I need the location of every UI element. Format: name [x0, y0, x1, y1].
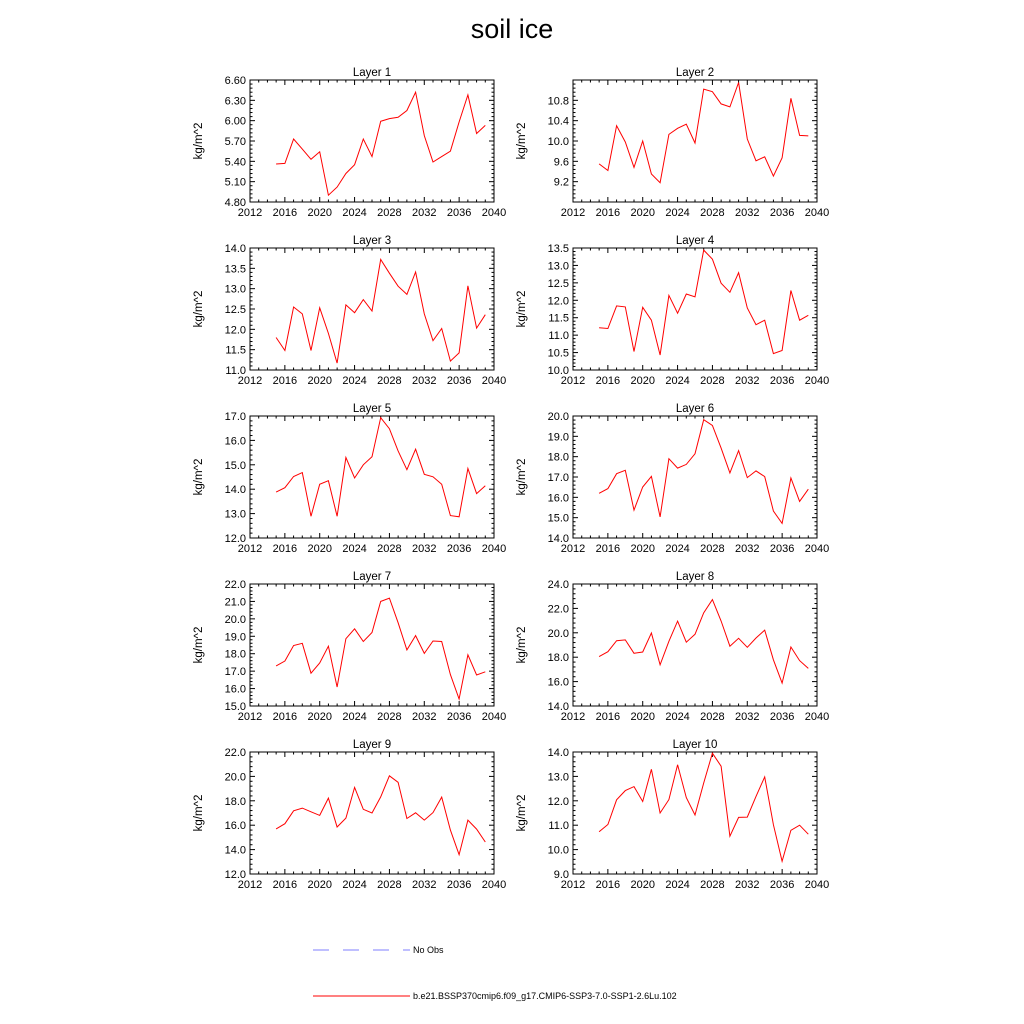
layer4-y-tick-label: 12.5 — [547, 277, 569, 290]
layer5-y-tick-label: 17.0 — [224, 411, 246, 423]
layer5-y-tick-label: 15.0 — [224, 459, 246, 472]
layer2-x-tick-label: 2036 — [769, 207, 795, 219]
layer9-x-tick-label: 2036 — [446, 879, 472, 891]
layer10-y-tick-label: 10.0 — [547, 844, 569, 857]
layer10-x-tick-label: 2032 — [735, 879, 760, 891]
layer7-y-axis-label: kg/m^2 — [193, 626, 205, 664]
layer7-plot-frame — [250, 584, 494, 706]
layer7-x-tick-label: 2024 — [342, 711, 367, 723]
layer2-x-tick-label: 2012 — [560, 207, 586, 219]
layer9-series-line — [276, 776, 485, 855]
layer7-y-tick-label: 21.0 — [224, 596, 246, 609]
layer3-x-tick-label: 2012 — [237, 375, 263, 387]
layer7-x-tick-label: 2016 — [272, 711, 298, 723]
layer10-x-tick-label: 2012 — [560, 879, 586, 891]
layer8-panel-title: Layer 8 — [675, 571, 715, 583]
layer8-y-tick-label: 18.0 — [547, 652, 569, 665]
layer1-y-tick-label: 5.70 — [224, 136, 246, 148]
layer3-y-tick-label: 11.5 — [225, 344, 246, 357]
layer2-x-tick-label: 2032 — [735, 207, 760, 219]
layer8-x-tick-label: 2036 — [769, 711, 795, 723]
layer6-y-tick-label: 20.0 — [547, 411, 569, 423]
layer5-y-tick-label: 12.0 — [224, 533, 246, 545]
layer5-y-axis-label: kg/m^2 — [193, 458, 205, 496]
layer3-panel-title: Layer 3 — [352, 235, 392, 247]
layer2-x-tick-label: 2024 — [665, 207, 690, 219]
layer2-x-tick-label: 2020 — [630, 207, 655, 219]
layer8-y-tick-label: 14.0 — [547, 701, 569, 713]
layer3-y-tick-label: 13.5 — [224, 263, 246, 276]
layer1-y-tick-label: 4.80 — [224, 197, 246, 209]
layer10-y-tick-label: 11.0 — [548, 820, 569, 833]
layer2-y-tick-label: 9.6 — [553, 156, 569, 169]
layer9-panel-title: Layer 9 — [352, 739, 392, 751]
layer6-x-tick-label: 2032 — [735, 543, 760, 555]
layer6-plot-frame — [573, 416, 817, 538]
layer3-x-tick-label: 2028 — [377, 375, 402, 387]
layer5-x-tick-label: 2024 — [342, 543, 367, 555]
layer7-y-tick-label: 19.0 — [224, 631, 246, 644]
layer6-x-tick-label: 2016 — [595, 543, 621, 555]
layer4-y-tick-label: 13.0 — [547, 260, 569, 273]
layer2-y-tick-label: 10.4 — [547, 115, 569, 128]
layer8-y-tick-label: 22.0 — [547, 603, 569, 616]
layer10-y-tick-label: 13.0 — [547, 771, 569, 784]
layer8-y-tick-label: 20.0 — [547, 627, 569, 640]
layer3-x-tick-label: 2016 — [272, 375, 298, 387]
layer6-y-tick-label: 18.0 — [547, 451, 569, 464]
chart-title: soil ice — [470, 14, 554, 44]
layer4-x-tick-label: 2032 — [735, 375, 760, 387]
layer6-y-tick-label: 16.0 — [547, 492, 569, 505]
layer8-x-tick-label: 2032 — [735, 711, 760, 723]
layer7-y-tick-label: 17.0 — [224, 666, 246, 679]
layer5-series-line — [276, 418, 485, 517]
layer9-y-tick-label: 14.0 — [224, 844, 246, 857]
layer5-x-tick-label: 2032 — [412, 543, 437, 555]
layer10-x-tick-label: 2028 — [700, 879, 725, 891]
layer9-x-tick-label: 2028 — [377, 879, 402, 891]
layer9-y-tick-label: 22.0 — [224, 747, 246, 759]
layer4-y-axis-label: kg/m^2 — [516, 290, 528, 328]
layer6-x-tick-label: 2028 — [700, 543, 725, 555]
layer6-y-tick-label: 17.0 — [547, 472, 569, 484]
layer9-x-tick-label: 2012 — [237, 879, 263, 891]
layer10-x-tick-label: 2020 — [630, 879, 655, 891]
layer5-panel-title: Layer 5 — [352, 403, 392, 415]
layer1-y-tick-label: 6.60 — [224, 75, 246, 87]
layer4-y-tick-label: 11.5 — [548, 312, 569, 325]
layer5-y-tick-label: 14.0 — [224, 484, 246, 497]
layer3-series-line — [276, 259, 485, 363]
layer3-y-tick-label: 12.0 — [224, 324, 246, 337]
layer1-y-tick-label: 6.30 — [224, 95, 246, 108]
layer2-y-tick-label: 10.0 — [547, 136, 569, 148]
layer1-x-tick-label: 2016 — [272, 207, 298, 219]
layer4-x-tick-label: 2012 — [560, 375, 586, 387]
layer8-x-tick-label: 2012 — [560, 711, 586, 723]
layer2-x-tick-label: 2040 — [804, 207, 830, 219]
layer7-x-tick-label: 2012 — [237, 711, 263, 723]
layer1-x-tick-label: 2020 — [307, 207, 332, 219]
layer4-x-tick-label: 2020 — [630, 375, 655, 387]
layer4-x-tick-label: 2040 — [804, 375, 830, 387]
layer7-y-tick-label: 22.0 — [224, 579, 246, 591]
layer3-y-tick-label: 14.0 — [224, 243, 246, 255]
layer6-y-tick-label: 15.0 — [547, 512, 569, 525]
layer9-y-tick-label: 20.0 — [224, 771, 246, 784]
layer4-plot-frame — [573, 248, 817, 370]
layer7-x-tick-label: 2040 — [481, 711, 507, 723]
layer3-y-tick-label: 11.0 — [225, 365, 246, 377]
layer4-y-tick-label: 10.0 — [547, 365, 569, 377]
layer2-series-line — [599, 83, 808, 183]
layer10-y-tick-label: 14.0 — [547, 747, 569, 759]
layer3-x-tick-label: 2036 — [446, 375, 472, 387]
layer5-x-tick-label: 2028 — [377, 543, 402, 555]
layer7-x-tick-label: 2036 — [446, 711, 472, 723]
layer1-plot-frame — [250, 80, 494, 202]
layer5-x-tick-label: 2016 — [272, 543, 298, 555]
layer3-y-axis-label: kg/m^2 — [193, 290, 205, 328]
layer1-x-tick-label: 2024 — [342, 207, 367, 219]
layer10-y-tick-label: 9.0 — [553, 869, 569, 881]
layer1-x-tick-label: 2028 — [377, 207, 402, 219]
layer4-y-tick-label: 10.5 — [547, 347, 569, 360]
layer7-y-tick-label: 16.0 — [224, 683, 246, 696]
layer1-y-tick-label: 5.40 — [224, 156, 246, 169]
layer8-series-line — [599, 600, 808, 684]
layer6-x-tick-label: 2036 — [769, 543, 795, 555]
layer6-y-tick-label: 14.0 — [547, 533, 569, 545]
layer6-series-line — [599, 420, 808, 524]
layer6-x-tick-label: 2020 — [630, 543, 655, 555]
layer9-x-tick-label: 2040 — [481, 879, 507, 891]
layer7-x-tick-label: 2032 — [412, 711, 437, 723]
layer7-y-tick-label: 15.0 — [224, 701, 246, 713]
layer5-y-tick-label: 13.0 — [224, 508, 246, 521]
layer1-x-tick-label: 2012 — [237, 207, 263, 219]
layer6-panel-title: Layer 6 — [675, 403, 715, 415]
layer2-x-tick-label: 2016 — [595, 207, 621, 219]
layer1-y-tick-label: 5.10 — [224, 176, 246, 189]
layer7-series-line — [276, 598, 485, 699]
layer4-x-tick-label: 2024 — [665, 375, 690, 387]
layer10-x-tick-label: 2016 — [595, 879, 621, 891]
layer9-y-axis-label: kg/m^2 — [193, 794, 205, 832]
layer1-x-tick-label: 2036 — [446, 207, 472, 219]
layer3-y-tick-label: 13.0 — [224, 283, 246, 296]
layer5-x-tick-label: 2040 — [481, 543, 507, 555]
layer1-y-axis-label: kg/m^2 — [193, 122, 205, 160]
layer9-y-tick-label: 18.0 — [224, 795, 246, 808]
layer6-x-tick-label: 2040 — [804, 543, 830, 555]
layer8-y-tick-label: 24.0 — [547, 579, 569, 591]
layer7-x-tick-label: 2028 — [377, 711, 402, 723]
layer5-y-tick-label: 16.0 — [224, 435, 246, 448]
layer8-x-tick-label: 2028 — [700, 711, 725, 723]
layer7-panel-title: Layer 7 — [352, 571, 392, 583]
layer1-series-line — [276, 92, 485, 195]
layer4-x-tick-label: 2016 — [595, 375, 621, 387]
layer5-x-tick-label: 2020 — [307, 543, 332, 555]
layer1-y-tick-label: 6.00 — [224, 115, 246, 128]
layer8-y-axis-label: kg/m^2 — [516, 626, 528, 664]
layer4-x-tick-label: 2028 — [700, 375, 725, 387]
layer4-panel-title: Layer 4 — [675, 235, 715, 247]
layer4-y-tick-label: 12.0 — [547, 295, 569, 308]
layer8-x-tick-label: 2024 — [665, 711, 690, 723]
layer3-x-tick-label: 2032 — [412, 375, 437, 387]
layer4-series-line — [599, 250, 808, 355]
layer7-y-tick-label: 20.0 — [224, 613, 246, 626]
layer10-x-tick-label: 2036 — [769, 879, 795, 891]
layer9-y-tick-label: 16.0 — [224, 820, 246, 833]
layer8-x-tick-label: 2040 — [804, 711, 830, 723]
layer10-x-tick-label: 2040 — [804, 879, 830, 891]
layer1-x-tick-label: 2040 — [481, 207, 507, 219]
layer3-x-tick-label: 2040 — [481, 375, 507, 387]
legend-model-label: b.e21.BSSP370cmip6.f09_g17.CMIP6-SSP3-7.0-SSP1-2.6Lu.102 — [413, 991, 677, 1001]
layer10-x-tick-label: 2024 — [665, 879, 690, 891]
layer4-y-tick-label: 11.0 — [548, 330, 569, 343]
layer10-panel-title: Layer 10 — [672, 739, 718, 751]
layer4-x-tick-label: 2036 — [769, 375, 795, 387]
layer9-y-tick-label: 12.0 — [224, 869, 246, 881]
layer6-y-axis-label: kg/m^2 — [516, 458, 528, 496]
layer8-plot-frame — [573, 584, 817, 706]
layer5-x-tick-label: 2036 — [446, 543, 472, 555]
layer7-y-tick-label: 18.0 — [224, 648, 246, 661]
layer9-x-tick-label: 2032 — [412, 879, 437, 891]
layer6-y-tick-label: 19.0 — [547, 431, 569, 444]
layer1-x-tick-label: 2032 — [412, 207, 437, 219]
layer7-x-tick-label: 2020 — [307, 711, 332, 723]
layer8-y-tick-label: 16.0 — [547, 676, 569, 689]
layer9-x-tick-label: 2024 — [342, 879, 367, 891]
layer10-y-tick-label: 12.0 — [547, 795, 569, 808]
layer8-x-tick-label: 2016 — [595, 711, 621, 723]
layer3-x-tick-label: 2020 — [307, 375, 332, 387]
layer8-x-tick-label: 2020 — [630, 711, 655, 723]
layer3-x-tick-label: 2024 — [342, 375, 367, 387]
layer2-y-tick-label: 10.8 — [547, 95, 569, 108]
legend-obs-label: No Obs — [413, 945, 444, 955]
layer10-y-axis-label: kg/m^2 — [516, 794, 528, 832]
layer5-plot-frame — [250, 416, 494, 538]
layer2-panel-title: Layer 2 — [675, 67, 715, 79]
layer4-y-tick-label: 13.5 — [547, 243, 569, 255]
layer3-y-tick-label: 12.5 — [224, 304, 246, 316]
layer1-panel-title: Layer 1 — [352, 67, 392, 79]
layer2-x-tick-label: 2028 — [700, 207, 725, 219]
layer9-x-tick-label: 2020 — [307, 879, 332, 891]
layer2-y-tick-label: 9.2 — [553, 176, 569, 189]
layer5-x-tick-label: 2012 — [237, 543, 263, 555]
layer6-x-tick-label: 2012 — [560, 543, 586, 555]
layer10-series-line — [599, 753, 808, 861]
layer2-y-axis-label: kg/m^2 — [516, 122, 528, 160]
layer9-x-tick-label: 2016 — [272, 879, 298, 891]
layer6-x-tick-label: 2024 — [665, 543, 690, 555]
